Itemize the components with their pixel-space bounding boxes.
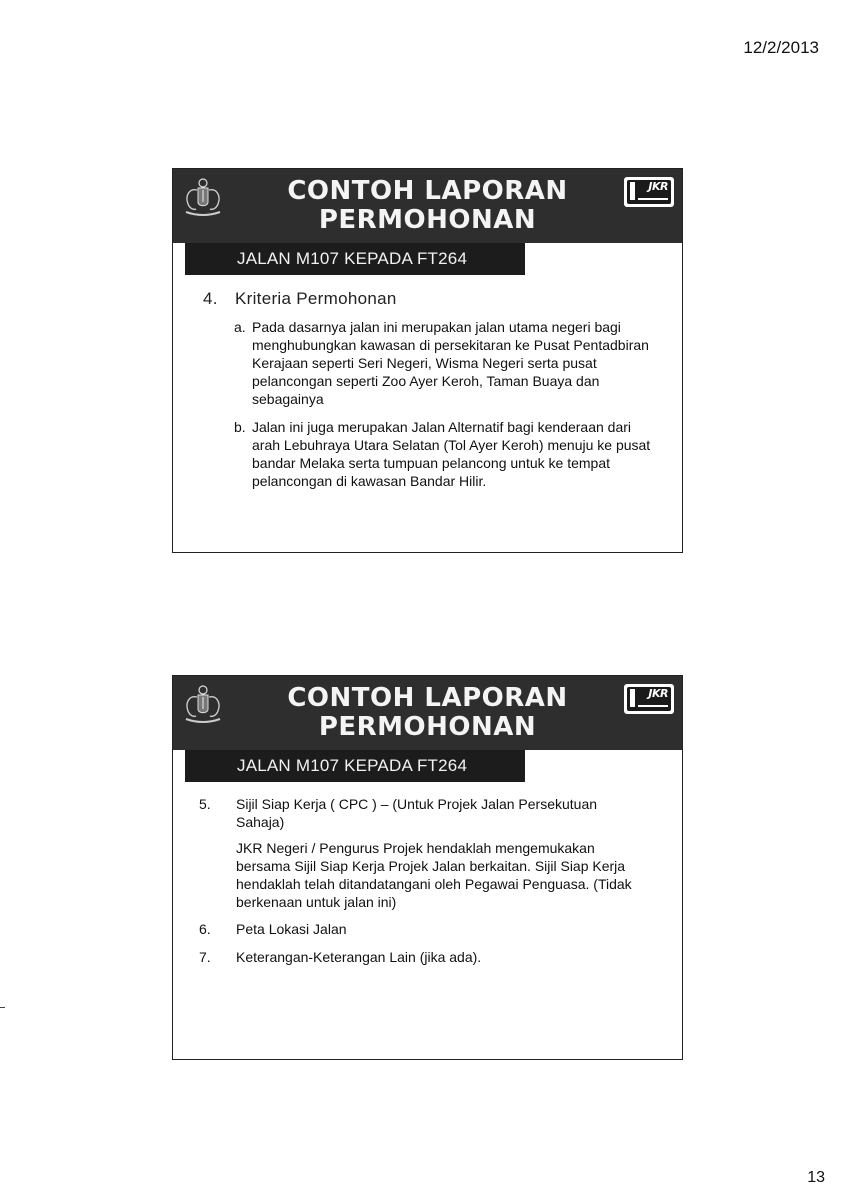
page-date: 12/2/2013 [743,38,819,57]
item-number: 7. [199,949,211,965]
list-item [199,920,649,938]
criteria-heading [203,289,397,309]
item-letter: a. [234,319,246,335]
slide-header [173,676,682,750]
item-text: Jalan ini juga merupakan Jalan Alternatif bagi kenderaan dari arah Lebuhraya Utara Selatan (Tol Ayer Keroh) menuju ke pusat bandar Melaka serta tumpuan pelancong untuk ke tempat pelancongan di kawasan Bandar Hilir. [252,419,651,489]
item-text: Sijil Siap Kerja ( CPC ) – (Untuk Projek Jalan Persekutuan Sahaja) [236,796,598,830]
scan-edge-mark [0,1007,5,1008]
slide-title: CONTOH LAPORAN PERMOHONAN [287,176,568,235]
coat-of-arms-logo [178,683,228,727]
item-number: 6. [199,921,211,937]
jkr-logo: JKR [624,177,674,207]
coat-of-arms-logo [178,176,228,220]
page-number: 13 [807,1169,825,1186]
slide-2 [172,675,683,1060]
item-number: 4. [203,289,218,308]
slide-header [173,169,682,243]
list-item [234,318,654,408]
item-text: JKR Negeri / Pengurus Projek hendaklah mengemukakan bersama Sijil Siap Kerja Projek Jalan berkaitan. Sijil Siap Kerja hendaklah telah ditandatangani oleh Pegawai Penguasa. (Tidak berkenaan untuk jalan ini) [236,840,632,910]
item-text: Pada dasarnya jalan ini merupakan jalan utama negeri bagi menghubungkan kawasan di persekitaran ke Pusat Pentadbiran Kerajaan seperti Seri Negeri, Wisma Negeri serta pusat pelancongan seperti Zoo Ayer Keroh, Taman Buaya dan sebagainya [252,319,649,407]
list-item [234,418,654,490]
slide-1 [172,168,683,553]
slide-body [173,283,682,552]
slide-title: CONTOH LAPORAN PERMOHONAN [287,683,568,742]
item-letter: b. [234,419,246,435]
list-item [199,795,649,831]
heading-text: Kriteria Permohonan [235,289,397,308]
jkr-logo: JKR [624,684,674,714]
item-text: Keterangan-Keterangan Lain (jika ada). [236,949,482,965]
slide-subtitle: JALAN M107 KEPADA FT264 [185,243,525,275]
slide-body [173,790,682,1059]
list-item-paragraph [199,839,649,911]
item-number: 5. [199,796,211,812]
list-item [199,948,649,966]
item-text: Peta Lokasi Jalan [236,921,347,937]
slide-subtitle: JALAN M107 KEPADA FT264 [185,750,525,782]
